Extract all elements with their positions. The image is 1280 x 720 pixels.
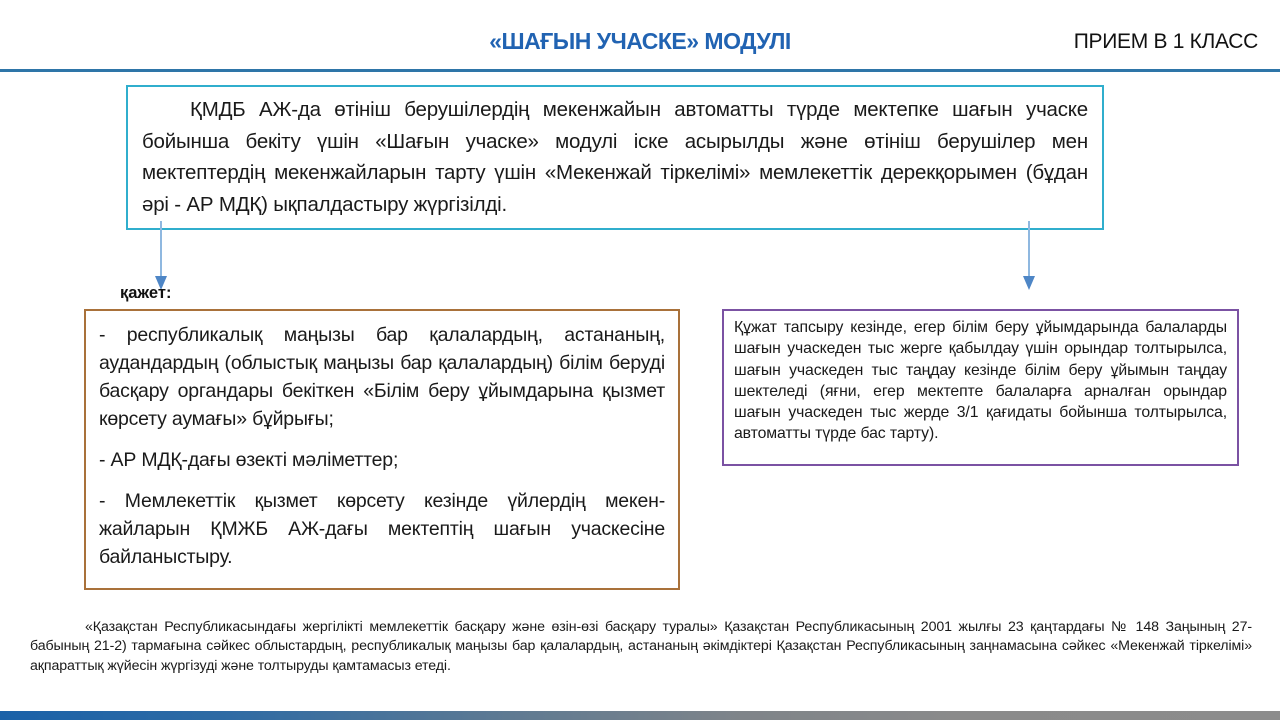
requirement-item: - Мемлекеттік қызмет көрсету кезінде үйлердің мекен-жайларын ҚМЖБ АЖ-дағы мектептің шағын учаскесіне байланыстыру.	[99, 490, 665, 568]
slide-subtitle: ПРИЕМ В 1 КЛАСС	[1073, 30, 1258, 53]
footer-legal-text: «Қазақстан Республикасындағы жергілікті мемлекеттік басқару және өзін-өзі басқару туралы» Қазақстан Республикасының 2001 жылғы 23 қаңтардағы № 148 Заңының 27-бабының 21-2) тармағына сәйкес облыстардың, республикалық маңызы бар қалалардың, астананың әкімдіктері Қазақстан Республикасының заңнамасына сәйкес «Мекенжай тіркелімі» ақпараттық жүйесін жүргізуді және толтыруды қамтамасыз етеді.	[30, 619, 1252, 674]
intro-box	[126, 85, 1104, 230]
header-divider	[0, 69, 1280, 72]
intro-text: ҚМДБ АЖ-да өтініш берушілердің мекенжайын автоматты түрде мектепке шағын учаске бойынша бекіту үшін «Шағын учаске» модулі іске асырылды және өтініш берушілер мен мектептердің мекенжайларын тарту үшін «Мекенжай тіркелімі» мемлекеттік дерекқорымен (бұдан әрі - АР МДҚ) ықпалдастыру жүргізілді.	[142, 98, 1088, 216]
down-arrow-left-icon	[153, 221, 169, 291]
note-box	[722, 309, 1239, 466]
note-text: Құжат тапсыру кезінде, егер білім беру ұйымдарында балаларды шағын учаскеден тыс жерге қабылдау үшін орындар толтырылса, шағын учаскеден тыс таңдау кезінде білім беру ұйымын таңдау шектеледі (яғни, егер мектепте балаларға арналған орындар шағын учаскеден тыс жерде 3/1 қағидаты бойынша толтырылса, автоматты түрде бас тарту).	[734, 319, 1227, 443]
down-arrow-right-icon	[1021, 221, 1037, 291]
requirements-box	[84, 309, 680, 590]
bottom-accent-bar	[0, 711, 1280, 720]
slide-title: «ШАҒЫН УЧАСКЕ» МОДУЛІ	[489, 28, 791, 54]
requirement-item: - республикалық маңызы бар қалалардың, астананың, аудандардың (облыстық маңызы бар қалалардың) білім беруді басқару органдары бекіткен «Білім беру ұйымдарына қызмет көрсету аумағы» бұйрығы;	[99, 324, 665, 430]
required-label: қажет:	[120, 284, 172, 302]
requirement-item: - АР МДҚ-дағы өзекті мәліметтер;	[99, 449, 399, 471]
